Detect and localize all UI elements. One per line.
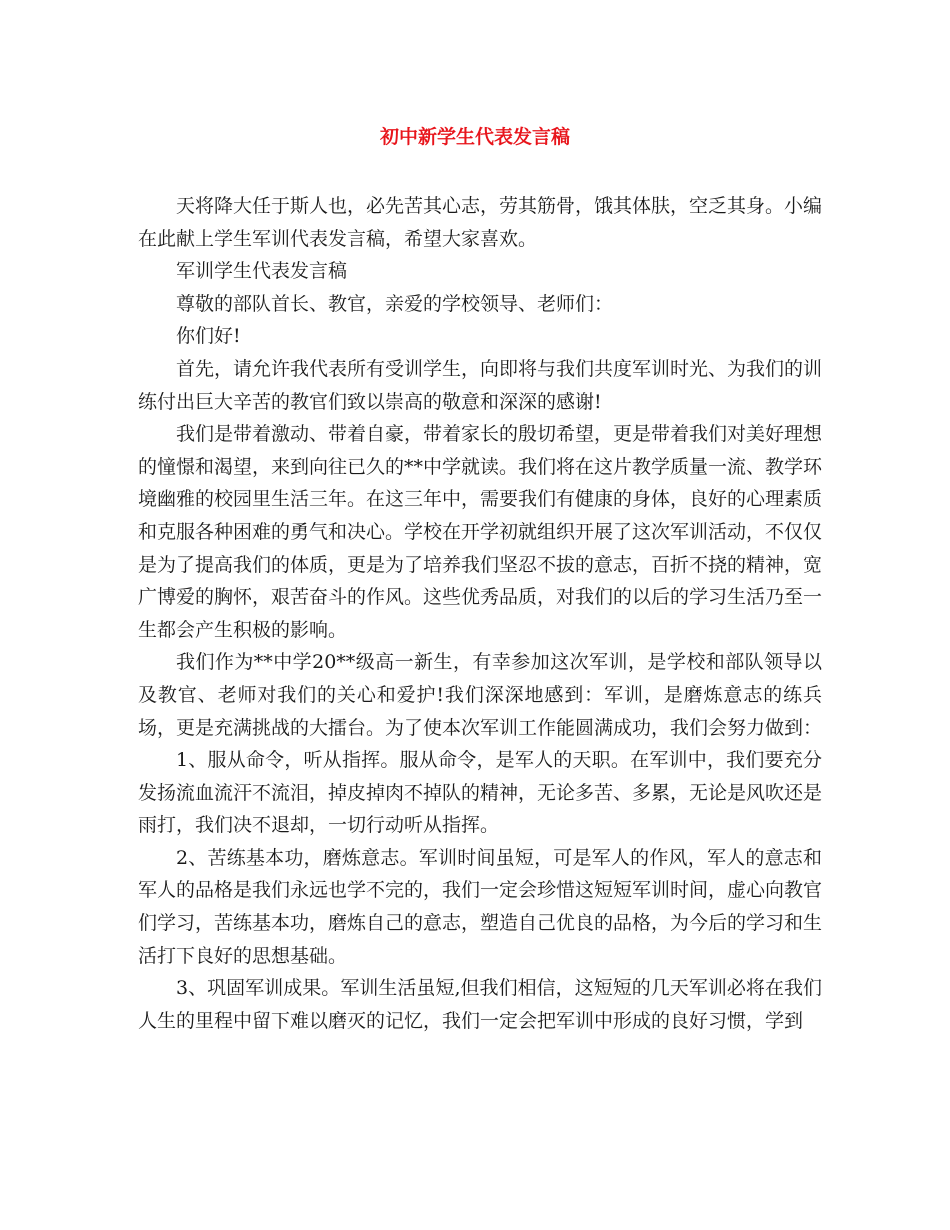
paragraph-point-2: 2、苦练基本功，磨炼意志。军训时间虽短，可是军人的作风，军人的意志和军人的品格是我们永远也学不完的，我们一定会珍惜这短短军训时间，虚心向教官们学习，苦练基本功，磨炼自己的意志，塑造自己优良的品格，为今后的学习和生活打下良好的思想基础。 xyxy=(138,846,823,967)
paragraph-opportunity: 我们作为**中学20**级高一新生，有幸参加这次军训，是学校和部队领导以及教官、老师对我们的关心和爱护!我们深深地感到：军训，是磨炼意志的练兵场，更是充满挑战的大擂台。为了使本次军训工作能圆满成功，我们会努力做到： xyxy=(138,651,823,739)
paragraph-intro: 天将降大任于斯人也，必先苦其心志，劳其筋骨，饿其体肤，空乏其身。小编在此献上学生军训代表发言稿，希望大家喜欢。 xyxy=(138,195,823,250)
document-title: 初中新学生代表发言稿 xyxy=(379,126,570,148)
paragraph-point-1: 1、服从命令，听从指挥。服从命令，是军人的天职。在军训中，我们要充分发扬流血流汗不流泪，掉皮掉肉不掉队的精神，无论多苦、多累，无论是风吹还是雨打，我们决不退却，一切行动听从指挥。 xyxy=(138,749,823,837)
paragraph-salutation: 尊敬的部队首长、教官，亲爱的学校领导、老师们： xyxy=(176,292,614,315)
paragraph-greeting: 你们好! xyxy=(176,325,241,348)
paragraph-subtitle: 军训学生代表发言稿 xyxy=(176,260,348,283)
paragraph-school: 我们是带着激动、带着自豪，带着家长的殷切希望，更是带着我们对美好理想的憧憬和渴望，来到向往已久的**中学就读。我们将在这片教学质量一流、教学环境幽雅的校园里生活三年。在这三年中，需要我们有健康的身体，良好的心理素质和克服各种困难的勇气和决心。学校在开学初就组织开展了这次军训活动，不仅仅是为了提高我们的体质，更是为了培养我们坚忍不拔的意志，百折不挠的精神，宽广博爱的胸怀，艰苦奋斗的作风。这些优秀品质，对我们的以后的学习生活乃至一生都会产生积极的影响。 xyxy=(138,423,823,641)
paragraph-point-3: 3、巩固军训成果。军训生活虽短,但我们相信，这短短的几天军训必将在我们人生的里程中留下难以磨灭的记忆，我们一定会把军训中形成的良好习惯，学到 xyxy=(138,977,822,1032)
paragraph-thanks: 首先，请允许我代表所有受训学生，向即将与我们共度军训时光、为我们的训练付出巨大辛苦的教官们致以崇高的敬意和深深的感谢! xyxy=(138,357,823,413)
document-body xyxy=(138,190,822,1037)
